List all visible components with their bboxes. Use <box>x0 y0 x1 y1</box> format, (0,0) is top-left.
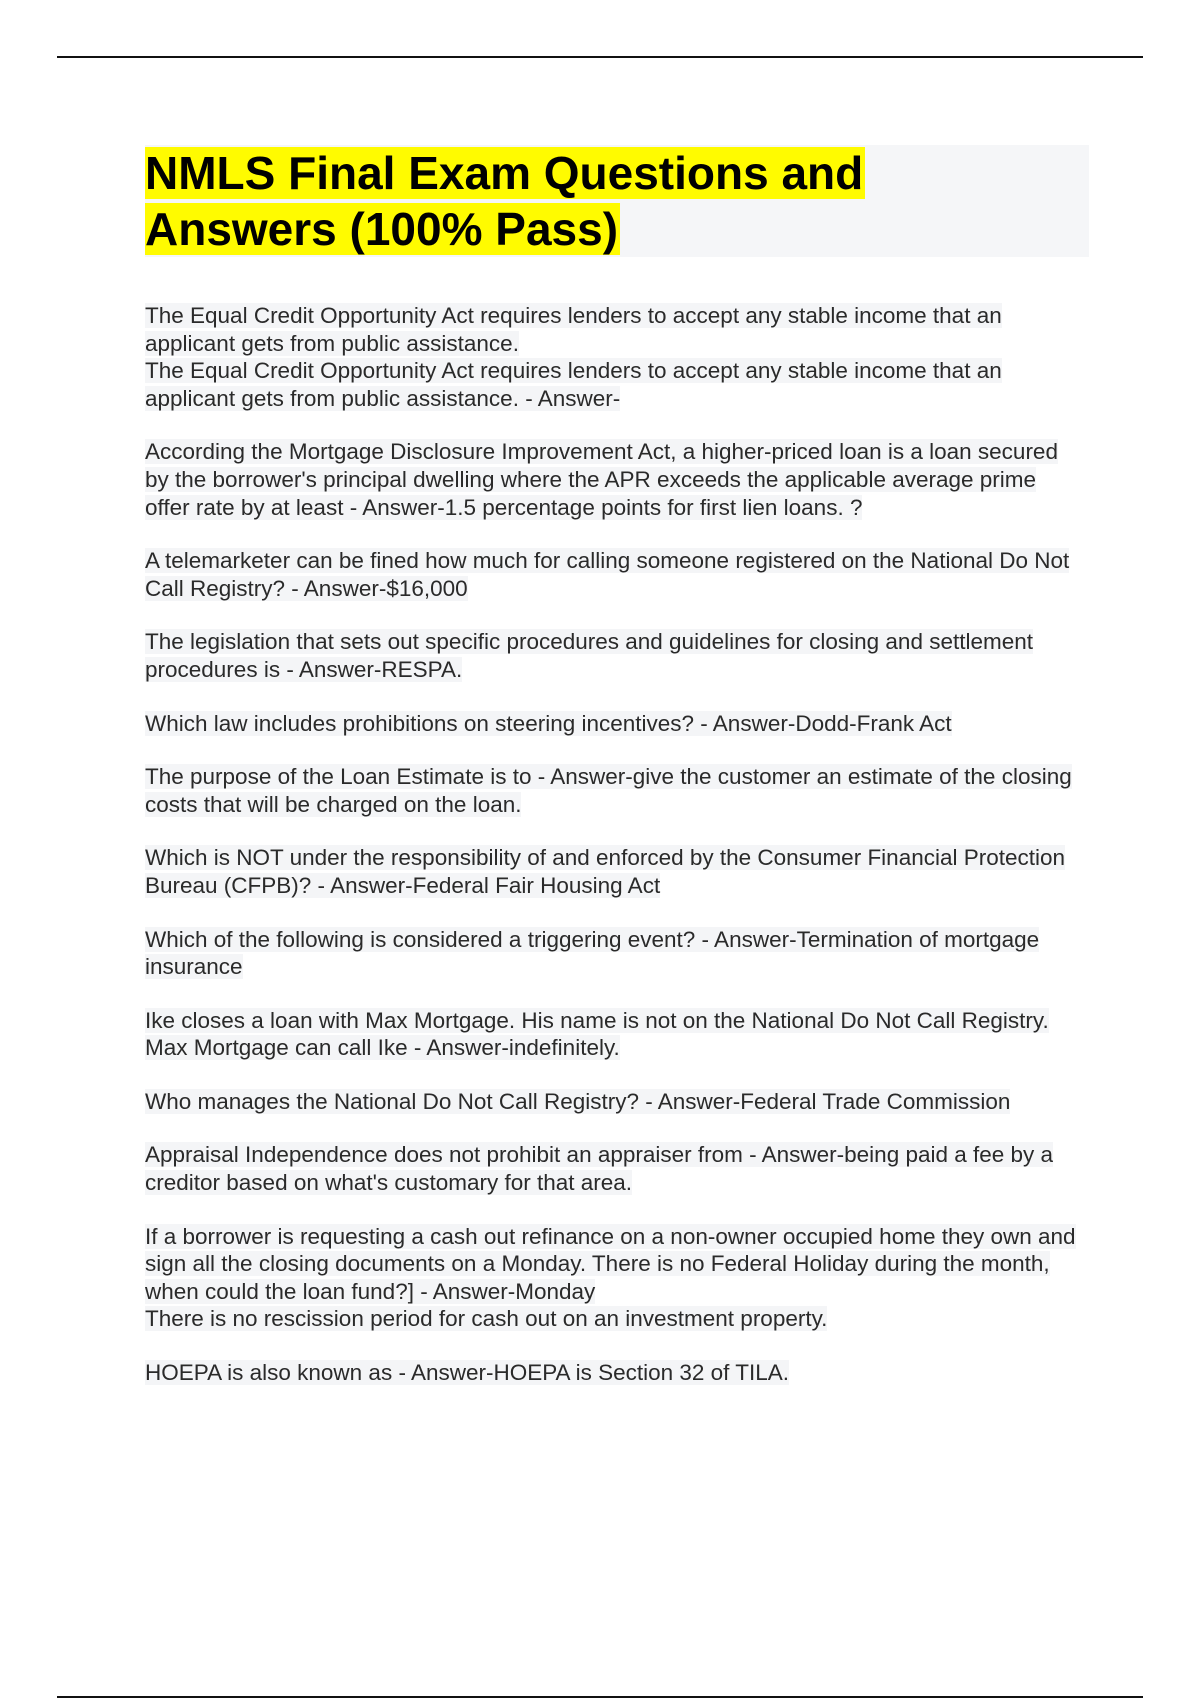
qa-item <box>145 1359 1085 1387</box>
qa-text <box>145 926 1085 981</box>
qa-text <box>145 1305 1085 1333</box>
qa-text <box>145 763 1085 818</box>
qa-text <box>145 1223 1085 1306</box>
qa-item <box>145 438 1085 521</box>
qa-text-span: Ike closes a loan with Max Mortgage. His name is not on the National Do Not Call Registry. Max Mortgage can call Ike - Answer-indefinitely. <box>145 1007 1049 1061</box>
qa-text <box>145 1141 1085 1196</box>
qa-text-span: A telemarketer can be fined how much for calling someone registered on the National Do Not Call Registry? - Answer-$16,000 <box>145 548 1070 601</box>
qa-text <box>145 357 1085 412</box>
qa-text <box>145 302 1085 357</box>
qa-text-span: There is no rescission period for cash out on an investment property. <box>145 1306 828 1332</box>
qa-item <box>145 302 1085 412</box>
qa-list <box>145 302 1085 1413</box>
qa-item <box>145 844 1085 899</box>
qa-text-span: Appraisal Independence does not prohibit an appraiser from - Answer-being paid a fee by a creditor based on what's customary for that area. <box>145 1142 1054 1196</box>
bottom-rule <box>57 1696 1143 1698</box>
qa-text-span: The Equal Credit Opportunity Act requires lenders to accept any stable income that an applicant gets from public assistance. - Answer- <box>145 358 1002 411</box>
qa-text <box>145 1359 1085 1387</box>
qa-text-span: Which of the following is considered a triggering event? - Answer-Termination of mortgage insurance <box>145 926 1040 980</box>
qa-text-span: Who manages the National Do Not Call Registry? - Answer-Federal Trade Commission <box>145 1088 1011 1114</box>
qa-text-span: The legislation that sets out specific procedures and guidelines for closing and settlement procedures is - Answer-RESPA. <box>145 629 1034 682</box>
qa-text-span: The Equal Credit Opportunity Act requires lenders to accept any stable income that an applicant gets from public assistance. <box>145 303 1002 356</box>
qa-text-span: Which is NOT under the responsibility of and enforced by the Consumer Financial Protection Bureau (CFPB)? - Answer-Federal Fair Housing Act <box>145 845 1066 898</box>
qa-text <box>145 844 1085 899</box>
qa-text-span: The purpose of the Loan Estimate is to - Answer-give the customer an estimate of the closing costs that will be charged on the loan. <box>145 764 1072 817</box>
qa-text <box>145 1088 1085 1116</box>
qa-item <box>145 628 1085 683</box>
title-line-2: Answers (100% Pass) <box>145 203 619 255</box>
qa-text <box>145 547 1085 602</box>
page-title <box>145 145 1089 257</box>
qa-text-span: If a borrower is requesting a cash out refinance on a non-owner occupied home they own and sign all the closing documents on a Monday. There is no Federal Holiday during the month, when could the loan fund?] - Answer-Monday <box>145 1223 1076 1304</box>
qa-item <box>145 547 1085 602</box>
title-block <box>145 145 1089 257</box>
qa-item <box>145 926 1085 981</box>
qa-text <box>145 710 1085 738</box>
qa-item <box>145 1007 1085 1062</box>
qa-text <box>145 438 1085 521</box>
top-rule <box>57 56 1143 58</box>
qa-text-span: According the Mortgage Disclosure Improvement Act, a higher-priced loan is a loan secured by the borrower's principal dwelling where the APR exceeds the applicable average prime offer rate by at least - Answer-1.5 percentage points for first lien loans. ? <box>145 439 1058 520</box>
qa-item <box>145 1223 1085 1333</box>
qa-text-span: HOEPA is also known as - Answer-HOEPA is Section 32 of TILA. <box>145 1360 790 1386</box>
qa-text-span: Which law includes prohibitions on steering incentives? - Answer-Dodd-Frank Act <box>145 710 952 736</box>
qa-item <box>145 710 1085 738</box>
qa-item <box>145 1088 1085 1116</box>
qa-item <box>145 763 1085 818</box>
qa-text <box>145 628 1085 683</box>
qa-text <box>145 1007 1085 1062</box>
title-line-1: NMLS Final Exam Questions and <box>145 147 864 199</box>
qa-item <box>145 1141 1085 1196</box>
